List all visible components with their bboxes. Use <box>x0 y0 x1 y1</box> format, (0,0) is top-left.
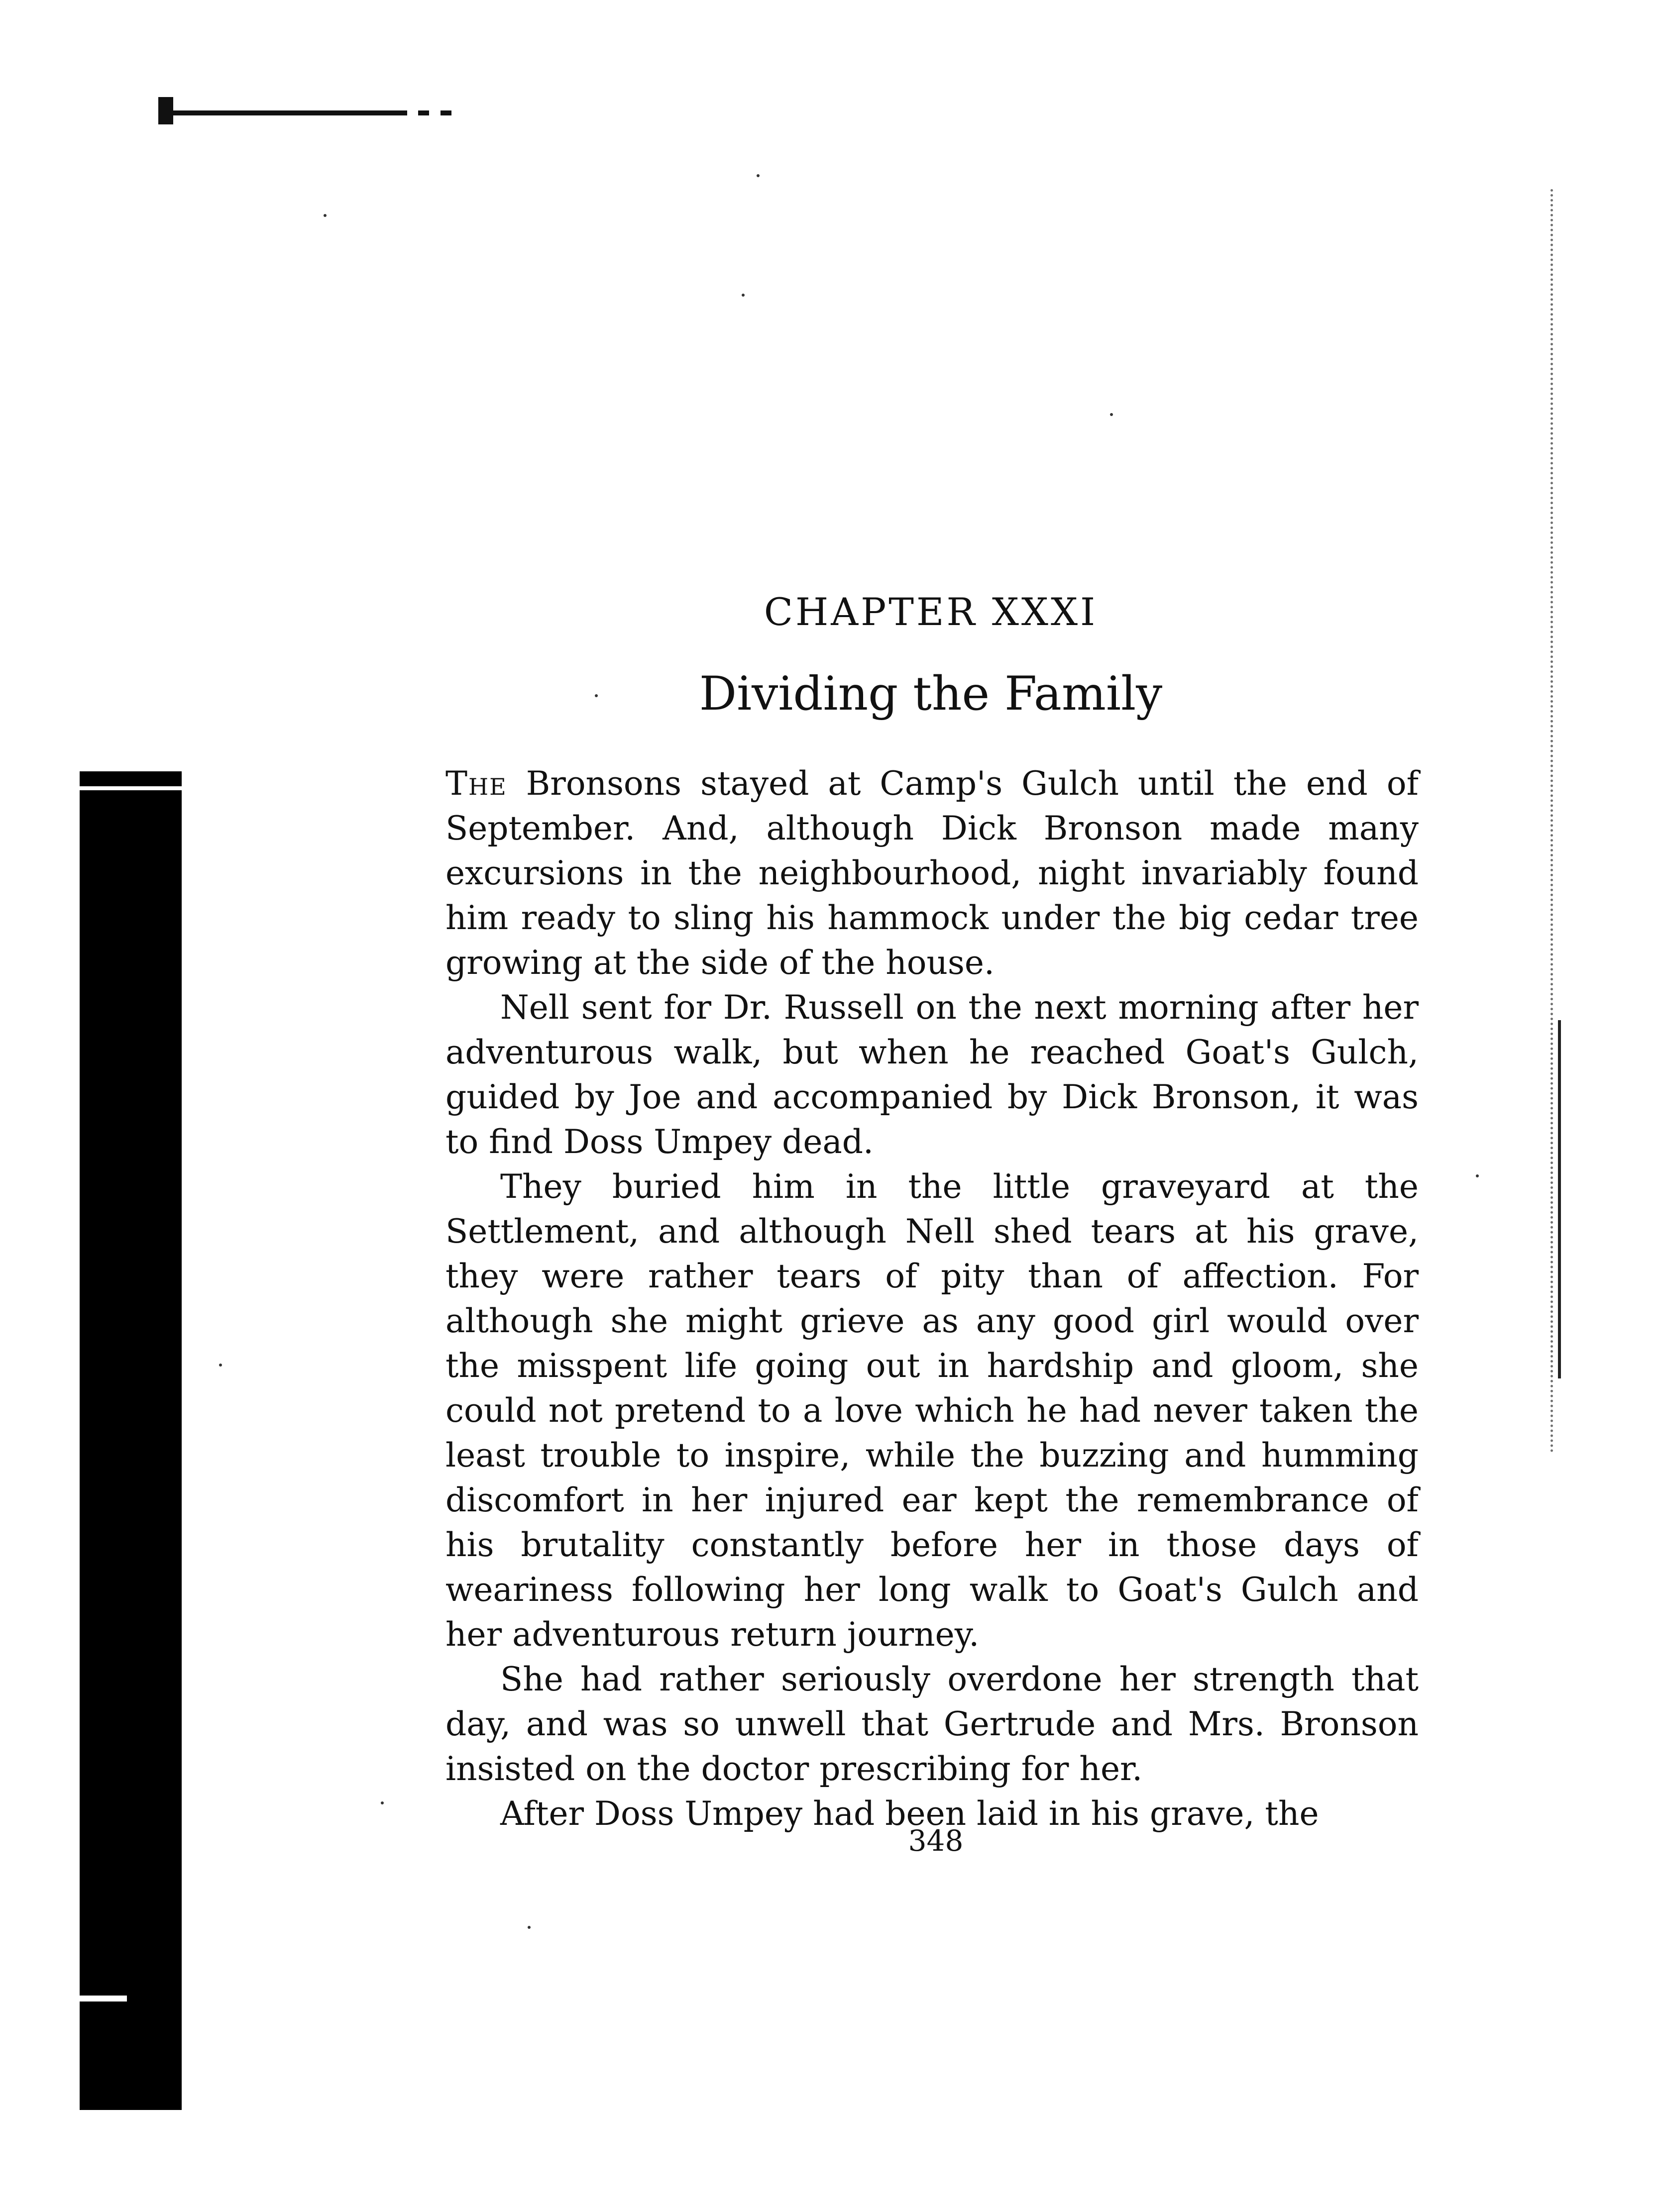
paragraph: They buried him in the little graveyard at the Settlement, and although Nell shed tears at his grave, they were rather tears of pity than of affection. For although she might grieve as any good girl would over the misspent life going out in hardship and gloom, she could not pretend to a love which he had never taken the least trouble to inspire, while the buzzing and humming discomfort in her injured ear kept the remembrance of his brutality constantly before her in those days of weariness following her long walk to Goat's Gulch and her adventurous return journey. <box>445 1167 1419 1654</box>
scan-artifact-dash <box>441 110 451 115</box>
scan-binding-shadow <box>80 771 182 2110</box>
paragraph: After Doss Umpey had been laid in his grave, the <box>500 1794 1319 1833</box>
scan-speck <box>528 1926 531 1929</box>
scan-binding-highlight <box>80 1996 127 2001</box>
scan-speck <box>1476 1174 1479 1177</box>
scan-artifact-dash <box>418 110 429 115</box>
scan-page-edge <box>1550 189 1557 1453</box>
scan-binding-highlight <box>80 786 182 790</box>
paragraph-text: Bronsons stayed at Camp's Gulch until the end of September. And, although Dick Bronson made many excursions in the neighbourhood, night invariably found him ready to sling his hammock under the big cedar tree growing at the side of the house. <box>445 764 1419 982</box>
chapter-heading: CHAPTER XXXI <box>764 590 1098 634</box>
scan-speck <box>381 1801 384 1804</box>
paragraph: She had rather seriously overdone her strength that day, and was so unwell that Gertrude and Mrs. Bronson insisted on the doctor prescribing for her. <box>445 1660 1419 1788</box>
scan-speck <box>324 214 327 217</box>
scan-speck <box>757 174 760 177</box>
paragraph <box>445 761 1419 985</box>
scan-speck <box>219 1364 222 1367</box>
scan-page-edge-solid <box>1558 1020 1561 1378</box>
scan-speck <box>742 294 745 297</box>
chapter-body <box>445 761 1419 1836</box>
paragraph: Nell sent for Dr. Russell on the next morning after her adventurous walk, but when he reached Goat's Gulch, guided by Joe and accompanied by Dick Bronson, it was to find Doss Umpey dead. <box>445 988 1419 1161</box>
page-number: 348 <box>908 1824 964 1858</box>
scan-speck <box>1110 413 1113 416</box>
chapter-title: Dividing the Family <box>699 667 1163 721</box>
scan-artifact-rule <box>158 110 407 115</box>
paragraph-lead-word: The <box>445 764 507 803</box>
